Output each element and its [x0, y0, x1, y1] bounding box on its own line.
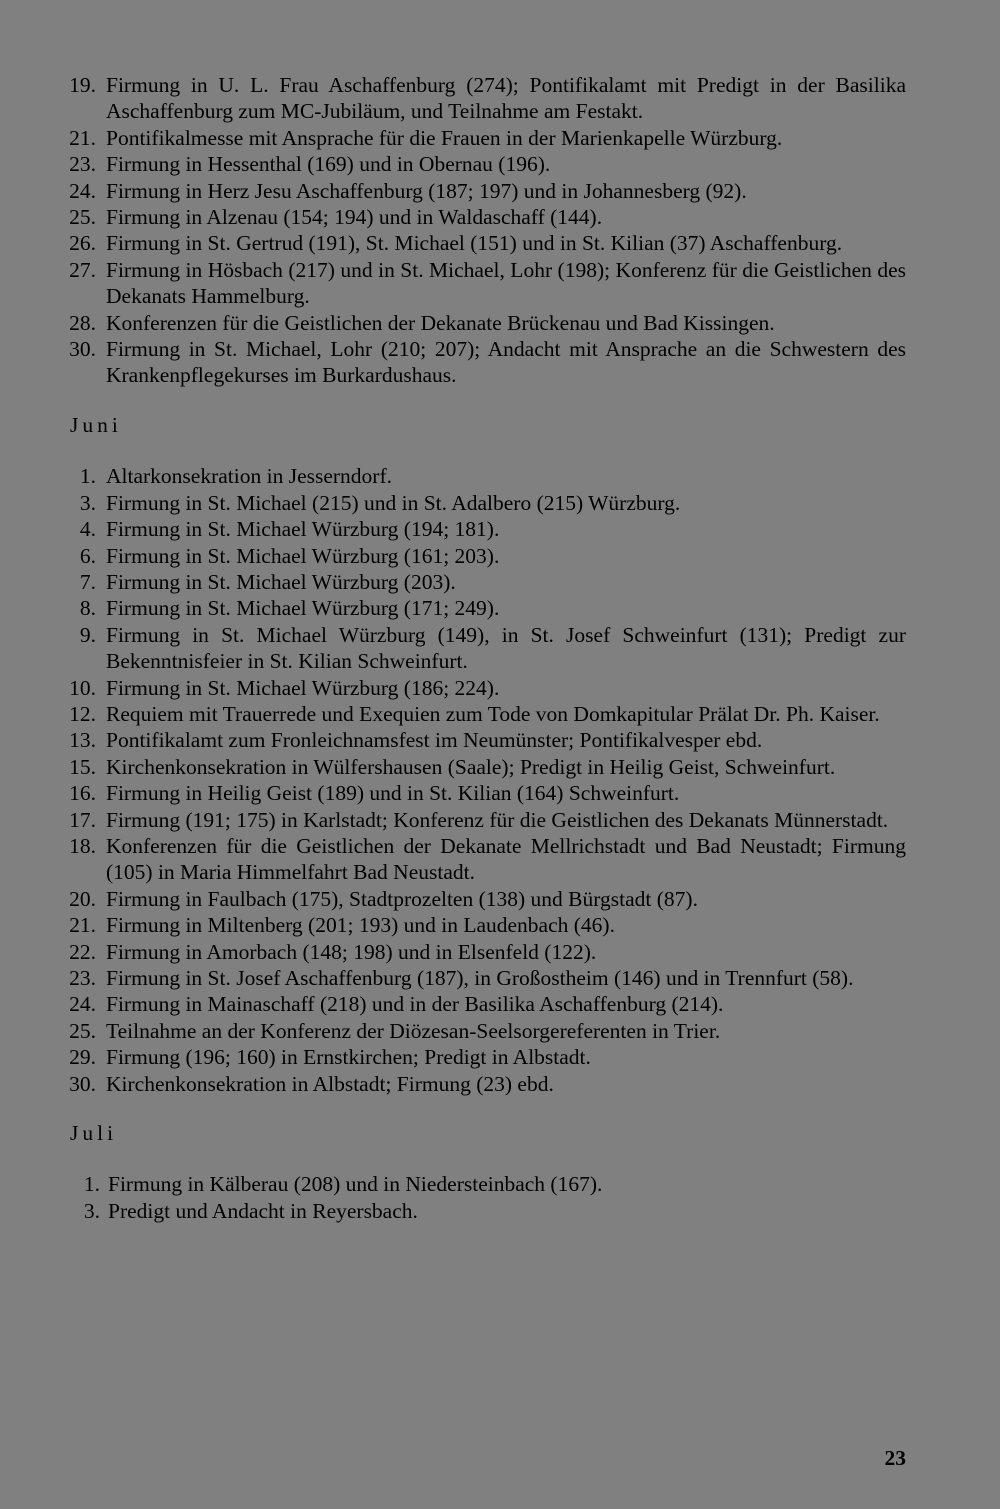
entry-text: Pontifikalamt zum Fronleichnamsfest im Neumünster; Pontifikalvesper ebd. — [106, 728, 763, 753]
entry-text: Firmung in Alzenau (154; 194) und in Waldaschaff (144). — [106, 205, 603, 230]
month-heading: Juli — [70, 1121, 118, 1146]
entry-text: Firmung in Hösbach (217) und in St. Michael, Lohr (198); Konferenz für die Geistlichen des Dekanats Hammelburg. — [106, 257, 906, 309]
entry-text: Firmung in St. Michael Würzburg (186; 224). — [106, 675, 500, 700]
entry-day: 3. — [83, 1198, 100, 1223]
entry-day: 27. — [69, 257, 96, 282]
entry-text: Firmung in Hessenthal (169) und in Obernau (196). — [106, 152, 551, 177]
list-item — [70, 754, 906, 780]
entry-day: 3. — [79, 490, 96, 515]
entry-day: 29. — [69, 1045, 96, 1070]
entry-day: 25. — [69, 205, 96, 230]
list-item — [70, 833, 906, 886]
page-body — [70, 72, 906, 1224]
entry-text: Firmung in Miltenberg (201; 193) und in Laudenbach (46). — [106, 913, 615, 938]
entry-text: Kirchenkonsekration in Albstadt; Firmung (23) ebd. — [106, 1071, 554, 1096]
list-item — [70, 490, 906, 516]
list-item — [70, 543, 906, 569]
entry-text: Pontifikalmesse mit Ansprache für die Frauen in der Marienkapelle Würzburg. — [106, 125, 783, 150]
entry-text: Predigt und Andacht in Reyersbach. — [108, 1198, 418, 1223]
list-item — [70, 516, 906, 542]
list-item — [70, 310, 906, 336]
entry-day: 13. — [69, 728, 96, 753]
list-item — [70, 965, 906, 991]
entry-day: 6. — [79, 543, 96, 568]
entry-text: Firmung in St. Michael Würzburg (194; 181). — [106, 517, 500, 542]
entry-day: 26. — [69, 231, 96, 256]
list-item — [70, 939, 906, 965]
entry-text: Firmung in St. Michael Würzburg (149), in St. Josef Schweinfurt (131); Predigt zur Bekenntnisfeier in St. Kilian Schweinfurt. — [106, 622, 906, 674]
entry-text: Firmung in Kälberau (208) und in Niedersteinbach (167). — [108, 1172, 603, 1197]
entry-text: Firmung in St. Michael, Lohr (210; 207); Andacht mit Ansprache an die Schwestern des Krankenpflegekurses im Burkardushaus. — [106, 337, 906, 388]
list-item — [70, 151, 906, 177]
list-item — [70, 991, 906, 1017]
list-item — [70, 569, 906, 595]
entry-day: 7. — [79, 569, 96, 594]
entry-day: 9. — [79, 622, 96, 647]
list-item — [70, 336, 906, 389]
entry-text: Firmung in Mainaschaff (218) und in der Basilika Aschaffenburg (214). — [106, 992, 724, 1017]
entry-text: Firmung in U. L. Frau Aschaffenburg (274); Pontifikalamt mit Predigt in der Basilika Aschaffenburg zum MC-Jubiläum, und Teilnahme am Festakt. — [106, 73, 906, 124]
entry-day: 22. — [69, 939, 96, 964]
month-heading: Juni — [70, 412, 122, 437]
list-item — [70, 727, 906, 753]
page-number: 23 — [884, 1446, 906, 1470]
entry-text: Altarkonsekration in Jesserndorf. — [106, 464, 392, 489]
entry-day: 23. — [69, 966, 96, 990]
entry-text: Firmung in Faulbach (175), Stadtprozelten (138) und Bürgstadt (87). — [106, 886, 698, 911]
list-item — [70, 204, 906, 230]
entry-day: 30. — [69, 1071, 96, 1096]
entry-text: Firmung (191; 175) in Karlstadt; Konferenz für die Geistlichen des Dekanats Münnerstadt. — [106, 807, 889, 832]
section-juni — [70, 412, 906, 1097]
list-item — [70, 595, 906, 621]
list-item — [70, 701, 906, 727]
section-juli — [70, 1120, 906, 1224]
list-item — [70, 257, 906, 310]
entry-day: 25. — [69, 1018, 96, 1043]
entry-day: 21. — [69, 913, 96, 938]
entry-day: 12. — [69, 701, 96, 726]
entry-text: Firmung (196; 160) in Ernstkirchen; Predigt in Albstadt. — [106, 1045, 591, 1070]
entry-text: Firmung in St. Michael Würzburg (161; 203). — [106, 543, 500, 568]
entry-text: Teilnahme an der Konferenz der Diözesan-Seelsorgereferenten in Trier. — [106, 1018, 721, 1043]
entry-day: 23. — [69, 152, 96, 177]
list-item — [70, 912, 906, 938]
entry-day: 15. — [69, 754, 96, 779]
entry-text: Firmung in Herz Jesu Aschaffenburg (187; 197) und in Johannesberg (92). — [106, 178, 747, 203]
entry-text: Firmung in St. Josef Aschaffenburg (187), in Großostheim (146) und in Trennfurt (58). — [106, 966, 854, 990]
list-item — [70, 178, 906, 204]
list-item — [70, 125, 906, 151]
list-item — [70, 622, 906, 675]
list-item — [70, 230, 906, 256]
entry-day: 30. — [69, 337, 96, 362]
list-item — [70, 72, 906, 125]
entry-text: Firmung in Heilig Geist (189) und in St. Kilian (164) Schweinfurt. — [106, 781, 680, 806]
entry-day: 17. — [69, 807, 96, 832]
list-item — [70, 1071, 906, 1097]
entry-text: Requiem mit Trauerrede und Exequien zum Tode von Domkapitular Prälat Dr. Ph. Kaiser. — [106, 701, 880, 726]
entry-day: 24. — [69, 992, 96, 1017]
list-item — [70, 780, 906, 806]
entry-day: 18. — [69, 833, 96, 858]
entry-text: Firmung in St. Michael (215) und in St. Adalbero (215) Würzburg. — [106, 490, 681, 515]
entry-text: Firmung in St. Gertrud (191), St. Michael (151) und in St. Kilian (37) Aschaffenburg. — [106, 231, 843, 256]
entry-text: Firmung in St. Michael Würzburg (203). — [106, 569, 456, 594]
entry-day: 20. — [69, 886, 96, 911]
entry-day: 16. — [69, 781, 96, 806]
list-item — [70, 886, 906, 912]
list-item — [70, 463, 906, 489]
entry-day: 24. — [69, 178, 96, 203]
entry-text: Firmung in St. Michael Würzburg (171; 249). — [106, 596, 500, 621]
entry-text: Konferenzen für die Geistlichen der Dekanate Mellrichstadt und Bad Neustadt; Firmung (105) in Maria Himmelfahrt Bad Neustadt. — [106, 833, 906, 885]
entry-day: 28. — [69, 310, 96, 335]
entry-day: 19. — [69, 73, 96, 97]
list-item — [70, 675, 906, 701]
entry-text: Kirchenkonsekration in Wülfershausen (Saale); Predigt in Heilig Geist, Schweinfurt. — [106, 754, 836, 779]
entry-day: 8. — [79, 596, 96, 621]
entry-day: 1. — [83, 1172, 100, 1197]
list-item — [70, 807, 906, 833]
section-mai-continued — [70, 72, 906, 389]
list-item — [70, 1044, 906, 1070]
entry-day: 1. — [79, 464, 96, 489]
list-item — [70, 1171, 906, 1197]
entry-day: 10. — [69, 675, 96, 700]
list-item — [70, 1198, 906, 1224]
entry-day: 4. — [79, 517, 96, 542]
entry-text: Konferenzen für die Geistlichen der Dekanate Brückenau und Bad Kissingen. — [106, 310, 775, 335]
entry-day: 21. — [69, 125, 96, 150]
list-item — [70, 1018, 906, 1044]
entry-text: Firmung in Amorbach (148; 198) und in Elsenfeld (122). — [106, 939, 597, 964]
